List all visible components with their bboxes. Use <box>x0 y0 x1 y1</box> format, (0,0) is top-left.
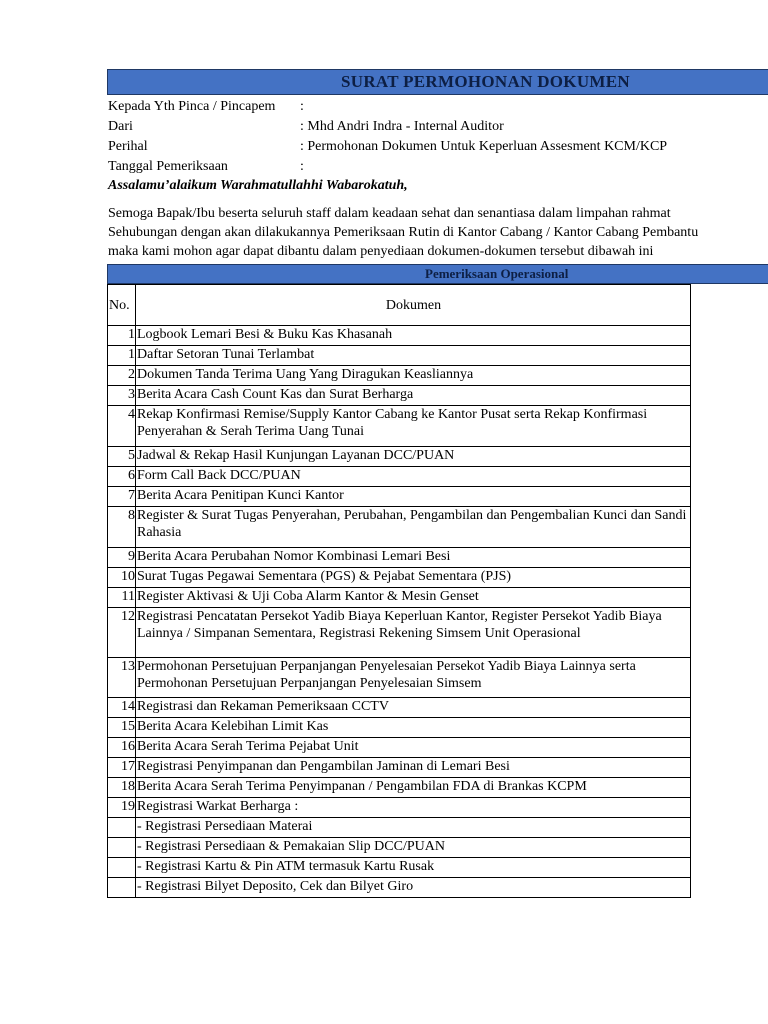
header-no: No. <box>108 285 136 326</box>
table-row <box>108 326 691 346</box>
table-row <box>108 738 691 758</box>
table-header-row <box>108 285 691 326</box>
row-number: 18 <box>108 778 136 798</box>
row-document: Registrasi dan Rekaman Pemeriksaan CCTV <box>136 698 691 718</box>
row-number: 12 <box>108 608 136 658</box>
greeting: Assalamu’alaikum Warahmatullahhi Wabarokatuh, <box>108 178 408 193</box>
row-number: 13 <box>108 658 136 698</box>
row-document: - Registrasi Persediaan & Pemakaian Slip DCC/PUAN <box>136 838 691 858</box>
row-document: Berita Acara Kelebihan Limit Kas <box>136 718 691 738</box>
row-document: Berita Acara Cash Count Kas dan Surat Berharga <box>136 386 691 406</box>
row-document: Berita Acara Serah Terima Penyimpanan / Pengambilan FDA di Brankas KCPM <box>136 778 691 798</box>
title-bar <box>107 69 768 95</box>
meta-value: : Mhd Andri Indra - Internal Auditor <box>300 119 504 134</box>
table-row <box>108 487 691 507</box>
row-number <box>108 838 136 858</box>
row-number <box>108 878 136 898</box>
table-row <box>108 818 691 838</box>
row-document: Form Call Back DCC/PUAN <box>136 467 691 487</box>
row-number: 17 <box>108 758 136 778</box>
table-row <box>108 608 691 658</box>
row-document: - Registrasi Kartu & Pin ATM termasuk Kartu Rusak <box>136 858 691 878</box>
row-document: Berita Acara Penitipan Kunci Kantor <box>136 487 691 507</box>
table-row <box>108 447 691 467</box>
row-number <box>108 818 136 838</box>
row-number: 3 <box>108 386 136 406</box>
table-row <box>108 718 691 738</box>
table-row <box>108 406 691 447</box>
row-number: 4 <box>108 406 136 447</box>
table-row <box>108 758 691 778</box>
table-row <box>108 507 691 548</box>
row-document: Rekap Konfirmasi Remise/Supply Kantor Cabang ke Kantor Pusat serta Rekap Konfirmasi Penyerahan & Serah Terima Uang Tunai <box>136 406 691 447</box>
table-row <box>108 878 691 898</box>
row-number: 5 <box>108 447 136 467</box>
table-row <box>108 548 691 568</box>
table-row <box>108 346 691 366</box>
table-row <box>108 568 691 588</box>
table-row <box>108 588 691 608</box>
paragraph-line: Sehubungan dengan akan dilakukannya Pemeriksaan Rutin di Kantor Cabang / Kantor Cabang Pembantu <box>108 225 699 240</box>
table-row <box>108 698 691 718</box>
row-document: Permohonan Persetujuan Perpanjangan Penyelesaian Persekot Yadib Biaya Lainnya serta Permohonan Persetujuan Perpanjangan Penyelesaian Simsem <box>136 658 691 698</box>
row-document: Register Aktivasi & Uji Coba Alarm Kantor & Mesin Genset <box>136 588 691 608</box>
row-document: Register & Surat Tugas Penyerahan, Perubahan, Pengambilan dan Pengembalian Kunci dan Sandi Rahasia <box>136 507 691 548</box>
row-document: Daftar Setoran Tunai Terlambat <box>136 346 691 366</box>
row-number: 16 <box>108 738 136 758</box>
meta-value: : Permohonan Dokumen Untuk Keperluan Assesment KCM/KCP <box>300 139 668 154</box>
row-number: 19 <box>108 798 136 818</box>
row-document: Surat Tugas Pegawai Sementara (PGS) & Pejabat Sementara (PJS) <box>136 568 691 588</box>
meta-label: Tanggal Pemeriksaan <box>108 159 228 174</box>
row-document: Dokumen Tanda Terima Uang Yang Diragukan Keasliannya <box>136 366 691 386</box>
meta-label: Perihal <box>108 139 148 154</box>
row-number: 1 <box>108 326 136 346</box>
row-document: Registrasi Pencatatan Persekot Yadib Biaya Keperluan Kantor, Register Persekot Yadib Biaya Lainnya / Simpanan Sementara, Registrasi Rekening Simsem Unit Operasional <box>136 608 691 658</box>
paragraph-line: Semoga Bapak/Ibu beserta seluruh staff dalam keadaan sehat dan senantiasa dalam limpahan rahmat <box>108 206 671 221</box>
row-number: 9 <box>108 548 136 568</box>
document-table <box>107 284 691 898</box>
row-document: Jadwal & Rekap Hasil Kunjungan Layanan DCC/PUAN <box>136 447 691 467</box>
table-row <box>108 838 691 858</box>
row-number: 7 <box>108 487 136 507</box>
row-document: - Registrasi Persediaan Materai <box>136 818 691 838</box>
meta-label: Kepada Yth Pinca / Pincapem <box>108 99 276 114</box>
row-number: 11 <box>108 588 136 608</box>
row-number: 1 <box>108 346 136 366</box>
row-number: 8 <box>108 507 136 548</box>
row-document: Berita Acara Serah Terima Pejabat Unit <box>136 738 691 758</box>
header-dokumen: Dokumen <box>136 285 691 326</box>
row-number: 6 <box>108 467 136 487</box>
meta-value: : <box>300 159 304 174</box>
meta-value: : <box>300 99 304 114</box>
table-row <box>108 386 691 406</box>
row-number: 2 <box>108 366 136 386</box>
table-row <box>108 366 691 386</box>
table-row <box>108 658 691 698</box>
row-number: 15 <box>108 718 136 738</box>
document-title: SURAT PERMOHONAN DOKUMEN <box>341 72 630 91</box>
table-row <box>108 467 691 487</box>
table-body <box>108 326 691 898</box>
meta-label: Dari <box>108 119 133 134</box>
row-document: Registrasi Penyimpanan dan Pengambilan Jaminan di Lemari Besi <box>136 758 691 778</box>
table-row <box>108 778 691 798</box>
row-document: Registrasi Warkat Berharga : <box>136 798 691 818</box>
section-header-bar <box>107 264 768 284</box>
table-row <box>108 798 691 818</box>
row-number: 14 <box>108 698 136 718</box>
section-title: Pemeriksaan Operasional <box>425 266 569 281</box>
row-number: 10 <box>108 568 136 588</box>
row-number <box>108 858 136 878</box>
row-document: Berita Acara Perubahan Nomor Kombinasi Lemari Besi <box>136 548 691 568</box>
row-document: Logbook Lemari Besi & Buku Kas Khasanah <box>136 326 691 346</box>
row-document: - Registrasi Bilyet Deposito, Cek dan Bilyet Giro <box>136 878 691 898</box>
paragraph-line: maka kami mohon agar dapat dibantu dalam penyediaan dokumen-dokumen tersebut dibawah ini <box>108 244 654 259</box>
table-row <box>108 858 691 878</box>
